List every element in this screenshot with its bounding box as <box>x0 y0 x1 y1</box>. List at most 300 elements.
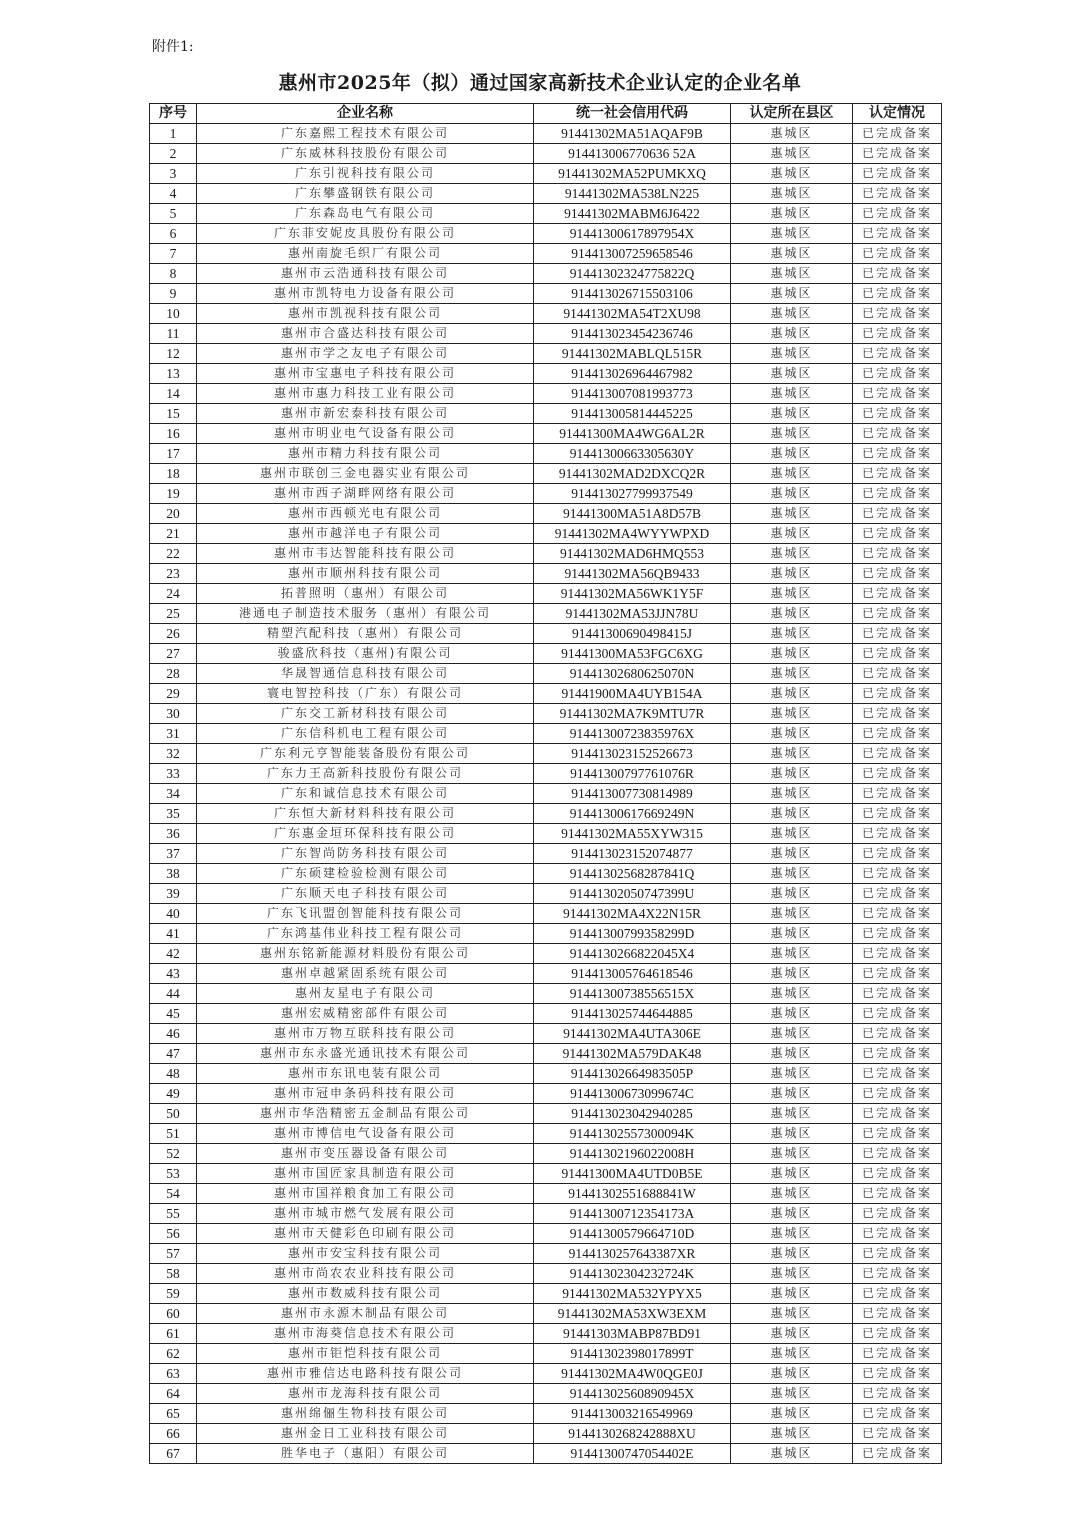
district-cell: 惠城区 <box>731 784 853 804</box>
credit-code-cell: 914413007259658546 <box>534 244 731 264</box>
credit-code-cell: 91441302560890945X <box>534 1384 731 1404</box>
district-cell: 惠城区 <box>731 1324 853 1344</box>
serial-cell: 19 <box>150 484 197 504</box>
credit-code-cell: 91441302MA52PUMKXQ <box>534 164 731 184</box>
serial-cell: 66 <box>150 1424 197 1444</box>
serial-cell: 20 <box>150 504 197 524</box>
status-cell: 已完成备案 <box>853 1284 942 1304</box>
company-name-cell: 惠州市华浩精密五金制品有限公司 <box>197 1104 534 1124</box>
company-name-cell: 惠州市凯视科技有限公司 <box>197 304 534 324</box>
status-cell: 已完成备案 <box>853 264 942 284</box>
company-name-cell: 广东飞讯盟创智能科技有限公司 <box>197 904 534 924</box>
table-row <box>150 164 942 184</box>
district-cell: 惠城区 <box>731 1084 853 1104</box>
district-cell: 惠城区 <box>731 284 853 304</box>
company-name-cell: 惠州绵俪生物科技有限公司 <box>197 1404 534 1424</box>
table-row <box>150 744 942 764</box>
status-cell: 已完成备案 <box>853 1164 942 1184</box>
serial-cell: 52 <box>150 1144 197 1164</box>
status-cell: 已完成备案 <box>853 424 942 444</box>
serial-cell: 62 <box>150 1344 197 1364</box>
serial-cell: 50 <box>150 1104 197 1124</box>
district-cell: 惠城区 <box>731 204 853 224</box>
credit-code-cell: 91441302551688841W <box>534 1184 731 1204</box>
status-cell: 已完成备案 <box>853 1364 942 1384</box>
district-cell: 惠城区 <box>731 1124 853 1144</box>
district-cell: 惠城区 <box>731 1184 853 1204</box>
serial-cell: 63 <box>150 1364 197 1384</box>
company-name-cell: 惠州市明业电气设备有限公司 <box>197 424 534 444</box>
table-row <box>150 884 942 904</box>
table-row <box>150 804 942 824</box>
credit-code-cell: 91441300738556515X <box>534 984 731 1004</box>
credit-code-cell: 914413023152526673 <box>534 744 731 764</box>
credit-code-cell: 9144130266822045X4 <box>534 944 731 964</box>
serial-cell: 53 <box>150 1164 197 1184</box>
credit-code-cell: 91441302MA579DAK48 <box>534 1044 731 1064</box>
company-name-cell: 惠州市新宏泰科技有限公司 <box>197 404 534 424</box>
company-name-cell: 惠州市云浩通科技有限公司 <box>197 264 534 284</box>
serial-cell: 37 <box>150 844 197 864</box>
table-row <box>150 844 942 864</box>
table-row <box>150 544 942 564</box>
serial-cell: 54 <box>150 1184 197 1204</box>
company-name-cell: 广东攀盛钢铁有限公司 <box>197 184 534 204</box>
table-row <box>150 584 942 604</box>
district-cell: 惠城区 <box>731 524 853 544</box>
credit-code-cell: 914413007730814989 <box>534 784 731 804</box>
serial-cell: 48 <box>150 1064 197 1084</box>
enterprise-list-table <box>149 103 942 1464</box>
district-cell: 惠城区 <box>731 464 853 484</box>
serial-cell: 4 <box>150 184 197 204</box>
table-row <box>150 784 942 804</box>
table-row <box>150 1124 942 1144</box>
serial-cell: 38 <box>150 864 197 884</box>
company-name-cell: 惠州市联创三金电器实业有限公司 <box>197 464 534 484</box>
company-name-cell: 惠州东铭新能源材料股份有限公司 <box>197 944 534 964</box>
table-row <box>150 1144 942 1164</box>
company-name-cell: 广东顺天电子科技有限公司 <box>197 884 534 904</box>
table-row <box>150 144 942 164</box>
table-row <box>150 224 942 244</box>
serial-cell: 42 <box>150 944 197 964</box>
status-cell: 已完成备案 <box>853 284 942 304</box>
table-row <box>150 344 942 364</box>
status-cell: 已完成备案 <box>853 1264 942 1284</box>
status-cell: 已完成备案 <box>853 724 942 744</box>
company-name-cell: 惠州市学之友电子有限公司 <box>197 344 534 364</box>
district-cell: 惠城区 <box>731 164 853 184</box>
status-cell: 已完成备案 <box>853 1124 942 1144</box>
serial-cell: 30 <box>150 704 197 724</box>
credit-code-cell: 914413005814445225 <box>534 404 731 424</box>
serial-cell: 1 <box>150 124 197 144</box>
status-cell: 已完成备案 <box>853 1244 942 1264</box>
company-name-cell: 广东菲安妮皮具股份有限公司 <box>197 224 534 244</box>
table-row <box>150 184 942 204</box>
serial-cell: 67 <box>150 1444 197 1464</box>
district-cell: 惠城区 <box>731 304 853 324</box>
district-cell: 惠城区 <box>731 264 853 284</box>
status-cell: 已完成备案 <box>853 944 942 964</box>
table-row <box>150 1344 942 1364</box>
company-name-cell: 惠州市国祥粮食加工有限公司 <box>197 1184 534 1204</box>
table-row <box>150 704 942 724</box>
serial-cell: 2 <box>150 144 197 164</box>
status-cell: 已完成备案 <box>853 1064 942 1084</box>
table-row <box>150 1284 942 1304</box>
table-row <box>150 864 942 884</box>
status-cell: 已完成备案 <box>853 1224 942 1244</box>
district-cell: 惠城区 <box>731 1164 853 1184</box>
table-row <box>150 904 942 924</box>
district-cell: 惠城区 <box>731 1224 853 1244</box>
company-name-cell: 惠州市惠力科技工业有限公司 <box>197 384 534 404</box>
status-cell: 已完成备案 <box>853 204 942 224</box>
company-name-cell: 惠州市钜恺科技有限公司 <box>197 1344 534 1364</box>
credit-code-cell: 91441302324775822Q <box>534 264 731 284</box>
serial-cell: 18 <box>150 464 197 484</box>
district-cell: 惠城区 <box>731 1364 853 1384</box>
district-cell: 惠城区 <box>731 844 853 864</box>
status-cell: 已完成备案 <box>853 864 942 884</box>
status-cell: 已完成备案 <box>853 704 942 724</box>
company-name-cell: 广东引视科技有限公司 <box>197 164 534 184</box>
serial-cell: 43 <box>150 964 197 984</box>
company-name-cell: 广东信科机电工程有限公司 <box>197 724 534 744</box>
company-name-cell: 惠州市变压器设备有限公司 <box>197 1144 534 1164</box>
status-cell: 已完成备案 <box>853 584 942 604</box>
serial-cell: 8 <box>150 264 197 284</box>
credit-code-cell: 91441300MA51A8D57B <box>534 504 731 524</box>
status-cell: 已完成备案 <box>853 324 942 344</box>
status-cell: 已完成备案 <box>853 144 942 164</box>
company-name-cell: 惠州市东永盛光通讯技术有限公司 <box>197 1044 534 1064</box>
company-name-cell: 拓普照明（惠州）有限公司 <box>197 584 534 604</box>
table-row <box>150 604 942 624</box>
serial-cell: 3 <box>150 164 197 184</box>
credit-code-cell: 914413005764618546 <box>534 964 731 984</box>
company-name-cell: 惠州市天健彩色印刷有限公司 <box>197 1224 534 1244</box>
district-cell: 惠城区 <box>731 624 853 644</box>
district-cell: 惠城区 <box>731 744 853 764</box>
company-name-cell: 惠州卓越紧固系统有限公司 <box>197 964 534 984</box>
attachment-label: 附件1: <box>152 39 194 55</box>
header-company-name: 企业名称 <box>197 104 534 124</box>
district-cell: 惠城区 <box>731 404 853 424</box>
serial-cell: 60 <box>150 1304 197 1324</box>
table-row <box>150 1044 942 1064</box>
credit-code-cell: 91441302MA4X22N15R <box>534 904 731 924</box>
company-name-cell: 惠州市越洋电子有限公司 <box>197 524 534 544</box>
table-row <box>150 1004 942 1024</box>
credit-code-cell: 91441300673099674C <box>534 1084 731 1104</box>
serial-cell: 33 <box>150 764 197 784</box>
table-row <box>150 824 942 844</box>
table-row <box>150 1164 942 1184</box>
status-cell: 已完成备案 <box>853 524 942 544</box>
district-cell: 惠城区 <box>731 484 853 504</box>
table-row <box>150 684 942 704</box>
status-cell: 已完成备案 <box>853 664 942 684</box>
credit-code-cell: 9144130257643387XR <box>534 1244 731 1264</box>
table-row <box>150 404 942 424</box>
status-cell: 已完成备案 <box>853 1304 942 1324</box>
credit-code-cell: 91441302MA55XYW315 <box>534 824 731 844</box>
credit-code-cell: 914413006770636 52A <box>534 144 731 164</box>
status-cell: 已完成备案 <box>853 964 942 984</box>
credit-code-cell: 91441302050747399U <box>534 884 731 904</box>
credit-code-cell: 91441302557300094K <box>534 1124 731 1144</box>
company-name-cell: 惠州市凯特电力设备有限公司 <box>197 284 534 304</box>
table-row <box>150 624 942 644</box>
district-cell: 惠城区 <box>731 864 853 884</box>
company-name-cell: 惠州市尚农农业科技有限公司 <box>197 1264 534 1284</box>
credit-code-cell: 91441300723835976X <box>534 724 731 744</box>
table-row <box>150 664 942 684</box>
company-name-cell: 寰电智控科技（广东）有限公司 <box>197 684 534 704</box>
status-cell: 已完成备案 <box>853 1384 942 1404</box>
serial-cell: 45 <box>150 1004 197 1024</box>
document-title: 惠州市2025年（拟）通过国家高新技术企业认定的企业名单 <box>278 72 802 94</box>
table-row <box>150 924 942 944</box>
credit-code-cell: 91441300747054402E <box>534 1444 731 1464</box>
serial-cell: 16 <box>150 424 197 444</box>
district-cell: 惠城区 <box>731 584 853 604</box>
status-cell: 已完成备案 <box>853 1024 942 1044</box>
credit-code-cell: 91441300MA4WG6AL2R <box>534 424 731 444</box>
company-name-cell: 惠州市永源木制品有限公司 <box>197 1304 534 1324</box>
status-cell: 已完成备案 <box>853 1344 942 1364</box>
table-row <box>150 1184 942 1204</box>
company-name-cell: 广东交工新材科技有限公司 <box>197 704 534 724</box>
credit-code-cell: 91441302MA51AQAF9B <box>534 124 731 144</box>
credit-code-cell: 91441302MA53XW3EXM <box>534 1304 731 1324</box>
status-cell: 已完成备案 <box>853 244 942 264</box>
status-cell: 已完成备案 <box>853 1044 942 1064</box>
credit-code-cell: 91441302MABM6J6422 <box>534 204 731 224</box>
status-cell: 已完成备案 <box>853 784 942 804</box>
header-status: 认定情况 <box>853 104 942 124</box>
serial-cell: 51 <box>150 1124 197 1144</box>
table-row <box>150 1324 942 1344</box>
district-cell: 惠城区 <box>731 1344 853 1364</box>
credit-code-cell: 91441302MA7K9MTU7R <box>534 704 731 724</box>
header-serial: 序号 <box>150 104 197 124</box>
company-name-cell: 惠州金日工业科技有限公司 <box>197 1424 534 1444</box>
serial-cell: 55 <box>150 1204 197 1224</box>
table-row <box>150 444 942 464</box>
status-cell: 已完成备案 <box>853 684 942 704</box>
district-cell: 惠城区 <box>731 1024 853 1044</box>
status-cell: 已完成备案 <box>853 904 942 924</box>
credit-code-cell: 914413027799937549 <box>534 484 731 504</box>
credit-code-cell: 914413023042940285 <box>534 1104 731 1124</box>
credit-code-cell: 91441302MA53JJN78U <box>534 604 731 624</box>
status-cell: 已完成备案 <box>853 884 942 904</box>
credit-code-cell: 91441302MABLQL515R <box>534 344 731 364</box>
company-name-cell: 广东利元亨智能装备股份有限公司 <box>197 744 534 764</box>
serial-cell: 36 <box>150 824 197 844</box>
serial-cell: 11 <box>150 324 197 344</box>
status-cell: 已完成备案 <box>853 1324 942 1344</box>
district-cell: 惠城区 <box>731 184 853 204</box>
credit-code-cell: 914413026964467982 <box>534 364 731 384</box>
district-cell: 惠城区 <box>731 984 853 1004</box>
status-cell: 已完成备案 <box>853 624 942 644</box>
credit-code-cell: 91441300MA53FGC6XG <box>534 644 731 664</box>
district-cell: 惠城区 <box>731 924 853 944</box>
table-row <box>150 1304 942 1324</box>
table-row <box>150 324 942 344</box>
status-cell: 已完成备案 <box>853 1084 942 1104</box>
company-name-cell: 广东威林科技股份有限公司 <box>197 144 534 164</box>
serial-cell: 47 <box>150 1044 197 1064</box>
status-cell: 已完成备案 <box>853 1184 942 1204</box>
company-name-cell: 广东力王高新科技股份有限公司 <box>197 764 534 784</box>
company-name-cell: 惠州市国匠家具制造有限公司 <box>197 1164 534 1184</box>
district-cell: 惠城区 <box>731 1444 853 1464</box>
table-row <box>150 1104 942 1124</box>
district-cell: 惠城区 <box>731 804 853 824</box>
serial-cell: 59 <box>150 1284 197 1304</box>
status-cell: 已完成备案 <box>853 304 942 324</box>
table-row <box>150 364 942 384</box>
table-row <box>150 1024 942 1044</box>
credit-code-cell: 91441302MA4UTA306E <box>534 1024 731 1044</box>
district-cell: 惠城区 <box>731 1304 853 1324</box>
district-cell: 惠城区 <box>731 324 853 344</box>
table-row <box>150 1444 942 1464</box>
district-cell: 惠城区 <box>731 1004 853 1024</box>
company-name-cell: 惠州市韦达智能科技有限公司 <box>197 544 534 564</box>
company-name-cell: 惠州市博信电气设备有限公司 <box>197 1124 534 1144</box>
credit-code-cell: 914413025744644885 <box>534 1004 731 1024</box>
status-cell: 已完成备案 <box>853 484 942 504</box>
credit-code-cell: 91441302MA4WYYWPXD <box>534 524 731 544</box>
status-cell: 已完成备案 <box>853 804 942 824</box>
status-cell: 已完成备案 <box>853 364 942 384</box>
district-cell: 惠城区 <box>731 504 853 524</box>
serial-cell: 41 <box>150 924 197 944</box>
district-cell: 惠城区 <box>731 124 853 144</box>
table-row <box>150 464 942 484</box>
table-row <box>150 1364 942 1384</box>
serial-cell: 61 <box>150 1324 197 1344</box>
table-row <box>150 264 942 284</box>
status-cell: 已完成备案 <box>853 604 942 624</box>
table-row <box>150 284 942 304</box>
table-row <box>150 944 942 964</box>
table-row <box>150 504 942 524</box>
status-cell: 已完成备案 <box>853 824 942 844</box>
company-name-cell: 惠州市万物互联科技有限公司 <box>197 1024 534 1044</box>
serial-cell: 29 <box>150 684 197 704</box>
company-name-cell: 港通电子制造技术服务（惠州）有限公司 <box>197 604 534 624</box>
credit-code-cell: 91441302MA54T2XU98 <box>534 304 731 324</box>
company-name-cell: 惠州市海葵信息技术有限公司 <box>197 1324 534 1344</box>
company-name-cell: 骏盛欣科技（惠州)有限公司 <box>197 644 534 664</box>
company-name-cell: 惠州友星电子有限公司 <box>197 984 534 1004</box>
credit-code-cell: 91441303MABP87BD91 <box>534 1324 731 1344</box>
credit-code-cell: 91441900MA4UYB154A <box>534 684 731 704</box>
credit-code-cell: 91441302304232724K <box>534 1264 731 1284</box>
credit-code-cell: 91441302MA56WK1Y5F <box>534 584 731 604</box>
company-name-cell: 广东惠金垣环保科技有限公司 <box>197 824 534 844</box>
status-cell: 已完成备案 <box>853 444 942 464</box>
credit-code-cell: 91441302196022008H <box>534 1144 731 1164</box>
company-name-cell: 惠州市安宝科技有限公司 <box>197 1244 534 1264</box>
district-cell: 惠城区 <box>731 604 853 624</box>
status-cell: 已完成备案 <box>853 184 942 204</box>
district-cell: 惠城区 <box>731 684 853 704</box>
table-row <box>150 984 942 1004</box>
credit-code-cell: 91441302MA4W0QGE0J <box>534 1364 731 1384</box>
table-row <box>150 764 942 784</box>
company-name-cell: 惠州市宝惠电子科技有限公司 <box>197 364 534 384</box>
credit-code-cell: 91441300799358299D <box>534 924 731 944</box>
credit-code-cell: 91441300797761076R <box>534 764 731 784</box>
serial-cell: 26 <box>150 624 197 644</box>
header-district: 认定所在县区 <box>731 104 853 124</box>
serial-cell: 57 <box>150 1244 197 1264</box>
company-name-cell: 惠州市合盛达科技有限公司 <box>197 324 534 344</box>
status-cell: 已完成备案 <box>853 1424 942 1444</box>
credit-code-cell: 91441302MA538LN225 <box>534 184 731 204</box>
company-name-cell: 广东智尚防务科技有限公司 <box>197 844 534 864</box>
table-row <box>150 244 942 264</box>
district-cell: 惠城区 <box>731 904 853 924</box>
table-row <box>150 304 942 324</box>
company-name-cell: 惠州市精力科技有限公司 <box>197 444 534 464</box>
status-cell: 已完成备案 <box>853 1104 942 1124</box>
district-cell: 惠城区 <box>731 244 853 264</box>
district-cell: 惠城区 <box>731 224 853 244</box>
company-name-cell: 惠州市冠申条码科技有限公司 <box>197 1084 534 1104</box>
company-name-cell: 惠州市雅信达电路科技有限公司 <box>197 1364 534 1384</box>
credit-code-cell: 91441302MA56QB9433 <box>534 564 731 584</box>
district-cell: 惠城区 <box>731 964 853 984</box>
district-cell: 惠城区 <box>731 1404 853 1424</box>
serial-cell: 12 <box>150 344 197 364</box>
table-row <box>150 1084 942 1104</box>
status-cell: 已完成备案 <box>853 924 942 944</box>
company-name-cell: 广东硕建检验检测有限公司 <box>197 864 534 884</box>
credit-code-cell: 91441300MA4UTD0B5E <box>534 1164 731 1184</box>
serial-cell: 23 <box>150 564 197 584</box>
district-cell: 惠城区 <box>731 724 853 744</box>
company-name-cell: 惠州市西子湖畔网络有限公司 <box>197 484 534 504</box>
company-name-cell: 广东和诚信息技术有限公司 <box>197 784 534 804</box>
header-credit-code: 统一社会信用代码 <box>534 104 731 124</box>
table-row <box>150 124 942 144</box>
status-cell: 已完成备案 <box>853 1144 942 1164</box>
credit-code-cell: 9144130268242888XU <box>534 1424 731 1444</box>
district-cell: 惠城区 <box>731 1064 853 1084</box>
credit-code-cell: 91441300617669249N <box>534 804 731 824</box>
status-cell: 已完成备案 <box>853 344 942 364</box>
status-cell: 已完成备案 <box>853 124 942 144</box>
status-cell: 已完成备案 <box>853 1204 942 1224</box>
district-cell: 惠城区 <box>731 764 853 784</box>
credit-code-cell: 91441302MAD2DXCQ2R <box>534 464 731 484</box>
table-row <box>150 1224 942 1244</box>
status-cell: 已完成备案 <box>853 224 942 244</box>
table-row <box>150 1384 942 1404</box>
serial-cell: 21 <box>150 524 197 544</box>
serial-cell: 64 <box>150 1384 197 1404</box>
